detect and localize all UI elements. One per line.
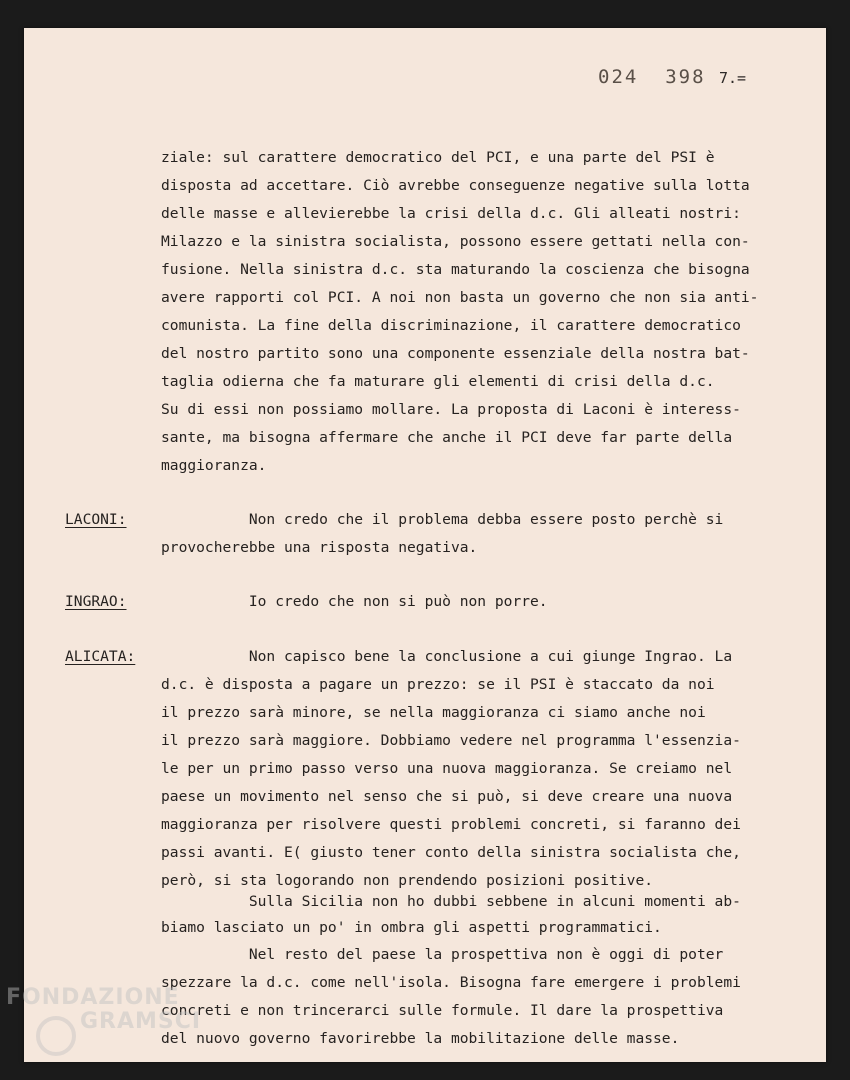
- alicata-line: del nuovo governo favorirebbe la mobilitazione delle masse.: [161, 1030, 680, 1047]
- paragraph-line: ziale: sul carattere democratico del PCI, e una parte del PSI è: [161, 149, 715, 166]
- speaker-laconi: LACONI:: [65, 511, 127, 528]
- paragraph-line: taglia odierna che fa maturare gli elementi di crisi della d.c.: [161, 373, 715, 390]
- alicata-line: però, si sta logorando non prendendo posizioni positive.: [161, 872, 654, 889]
- paragraph-line: maggioranza.: [161, 457, 267, 474]
- watermark: [6, 986, 201, 1034]
- paragraph-line: delle masse e allevierebbe la crisi della d.c. Gli alleati nostri:: [161, 205, 741, 222]
- paragraph-line: avere rapporti col PCI. A noi non basta un governo che non sia anti-: [161, 289, 759, 306]
- paragraph-line: fusione. Nella sinistra d.c. sta maturando la coscienza che bisogna: [161, 261, 750, 278]
- paragraph-line: comunista. La fine della discriminazione, il carattere democratico: [161, 317, 741, 334]
- speaker-alicata: ALICATA:: [65, 648, 136, 665]
- page-sequence: 7.=: [718, 69, 747, 87]
- ingrao-line: Io credo che non si può non porre.: [161, 593, 548, 610]
- watermark-line-2: GRAMSCI: [80, 1009, 202, 1034]
- laconi-line: provocherebbe una risposta negativa.: [161, 539, 478, 556]
- alicata-line: Sulla Sicilia non ho dubbi sebbene in alcuni momenti ab-: [161, 893, 741, 910]
- alicata-line: Non capisco bene la conclusione a cui giunge Ingrao. La: [161, 648, 733, 665]
- alicata-line: concreti e non trincerarci sulle formule. Il dare la prospettiva: [161, 1002, 724, 1019]
- paragraph-line: sante, ma bisogna affermare che anche il PCI deve far parte della: [161, 429, 733, 446]
- watermark-line-1: FONDAZIONE: [6, 985, 180, 1010]
- alicata-line: Nel resto del paese la prospettiva non è oggi di poter: [161, 946, 724, 963]
- laconi-line: Non credo che il problema debba essere posto perchè si: [161, 511, 724, 528]
- alicata-line: biamo lasciato un po' in ombra gli aspetti programmatici.: [161, 919, 662, 936]
- alicata-line: maggioranza per risolvere questi problemi concreti, si faranno dei: [161, 816, 741, 833]
- alicata-line: d.c. è disposta a pagare un prezzo: se il PSI è staccato da noi: [161, 676, 715, 693]
- speaker-ingrao: INGRAO:: [65, 593, 127, 610]
- alicata-line: spezzare la d.c. come nell'isola. Bisogna fare emergere i problemi: [161, 974, 741, 991]
- paragraph-line: Milazzo e la sinistra socialista, possono essere gettati nella con-: [161, 233, 750, 250]
- alicata-line: il prezzo sarà minore, se nella maggioranza ci siamo anche noi: [161, 704, 706, 721]
- archive-page-number: 024 398 7.=: [598, 66, 747, 88]
- alicata-line: paese un movimento nel senso che si può, si deve creare una nuova: [161, 788, 733, 805]
- paragraph-line: del nostro partito sono una componente essenziale della nostra bat-: [161, 345, 750, 362]
- alicata-line: le per un primo passo verso una nuova maggioranza. Se creiamo nel: [161, 760, 733, 777]
- paragraph-line: Su di essi non possiamo mollare. La proposta di Laconi è interess-: [161, 401, 741, 418]
- paragraph-line: disposta ad accettare. Ciò avrebbe conseguenze negative sulla lotta: [161, 177, 750, 194]
- alicata-line: passi avanti. E( giusto tener conto della sinistra socialista che,: [161, 844, 741, 861]
- alicata-line: il prezzo sarà maggiore. Dobbiamo vedere nel programma l'essenzia-: [161, 732, 741, 749]
